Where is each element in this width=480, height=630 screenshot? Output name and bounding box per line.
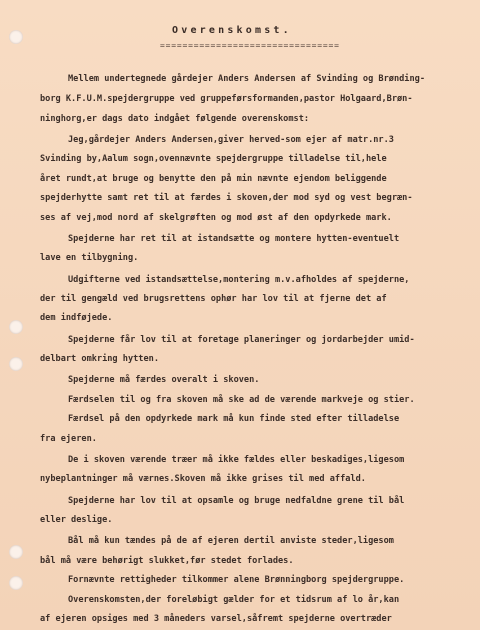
text-line: året rundt,at bruge og benytte den på min nævnte ejendom beliggende	[40, 174, 387, 184]
punch-hole	[9, 320, 23, 334]
text-line: Overenskomsten,der foreløbigt gælder for et tidsrum af lo år,kan	[68, 595, 400, 605]
text-line: Svinding by,Aalum sogn,ovennævnte spejdergruppe tilladelse til,hele	[40, 154, 387, 164]
text-line: spejderhytte samt ret til at færdes i skoven,der mod syd og vest begræn-	[40, 193, 413, 203]
document-title: Overenskomst.	[172, 25, 292, 36]
text-line: Spejderne får lov til at foretage planeringer og jordarbejder umid-	[68, 335, 415, 345]
text-line: Spejderne har ret til at istandsætte og montere hytten-eventuelt	[68, 234, 400, 244]
text-line: Spejderne må færdes overalt i skoven.	[68, 375, 260, 385]
text-line: ses af vej,mod nord af skelgrøften og mod øst af den opdyrkede mark.	[40, 213, 392, 223]
text-line: borg K.F.U.M.spejdergruppe ved gruppeførsformanden,pastor Holgaard,Brøn-	[40, 94, 413, 104]
text-line: eller deslige.	[40, 515, 113, 525]
text-line: Mellem undertegnede gårdejer Anders Andersen af Svinding og Brønding-	[68, 74, 425, 84]
text-line: bål må være behørigt slukket,før stedet forlades.	[40, 556, 294, 566]
text-line: Fornævnte rettigheder tilkommer alene Brønningborg spejdergruppe.	[68, 575, 405, 585]
text-line: Spejderne har lov til at opsamle og bruge nedfaldne grene til bål	[68, 496, 405, 506]
title-underline: ================================	[160, 41, 340, 50]
text-line: fra ejeren.	[40, 434, 97, 444]
text-line: der til gengæld ved brugsrettens ophør har lov til at fjerne det af	[40, 294, 387, 304]
text-line: af ejeren opsiges med 3 måneders varsel,såfremt spejderne overtræder	[40, 614, 392, 624]
text-line: Udgifterne ved istandsættelse,montering m.v.afholdes af spejderne,	[68, 275, 410, 285]
punch-hole	[9, 30, 23, 44]
punch-hole	[9, 576, 23, 590]
text-line: lave en tilbygning.	[40, 253, 139, 263]
text-line: ninghorg,er dags dato indgået følgende overenskomst:	[40, 114, 310, 124]
text-line: De i skoven værende træer må ikke fældes eller beskadiges,ligesom	[68, 455, 405, 465]
text-line: Jeg,gårdejer Anders Andersen,giver herved-som ejer af matr.nr.3	[68, 135, 394, 145]
text-line: dem indføjede.	[40, 313, 113, 323]
text-line: Færdsel på den opdyrkede mark må kun finde sted efter tilladelse	[68, 414, 400, 424]
text-line: Bål må kun tændes på de af ejeren dertil anviste steder,ligesom	[68, 536, 394, 546]
text-line: Færdselen til og fra skoven må ske ad de værende markveje og stier.	[68, 395, 415, 405]
text-line: delbart omkring hytten.	[40, 354, 159, 364]
text-line: nybeplantninger må værnes.Skoven må ikke grises til med affald.	[40, 474, 366, 484]
punch-hole	[9, 357, 23, 371]
punch-hole	[9, 545, 23, 559]
